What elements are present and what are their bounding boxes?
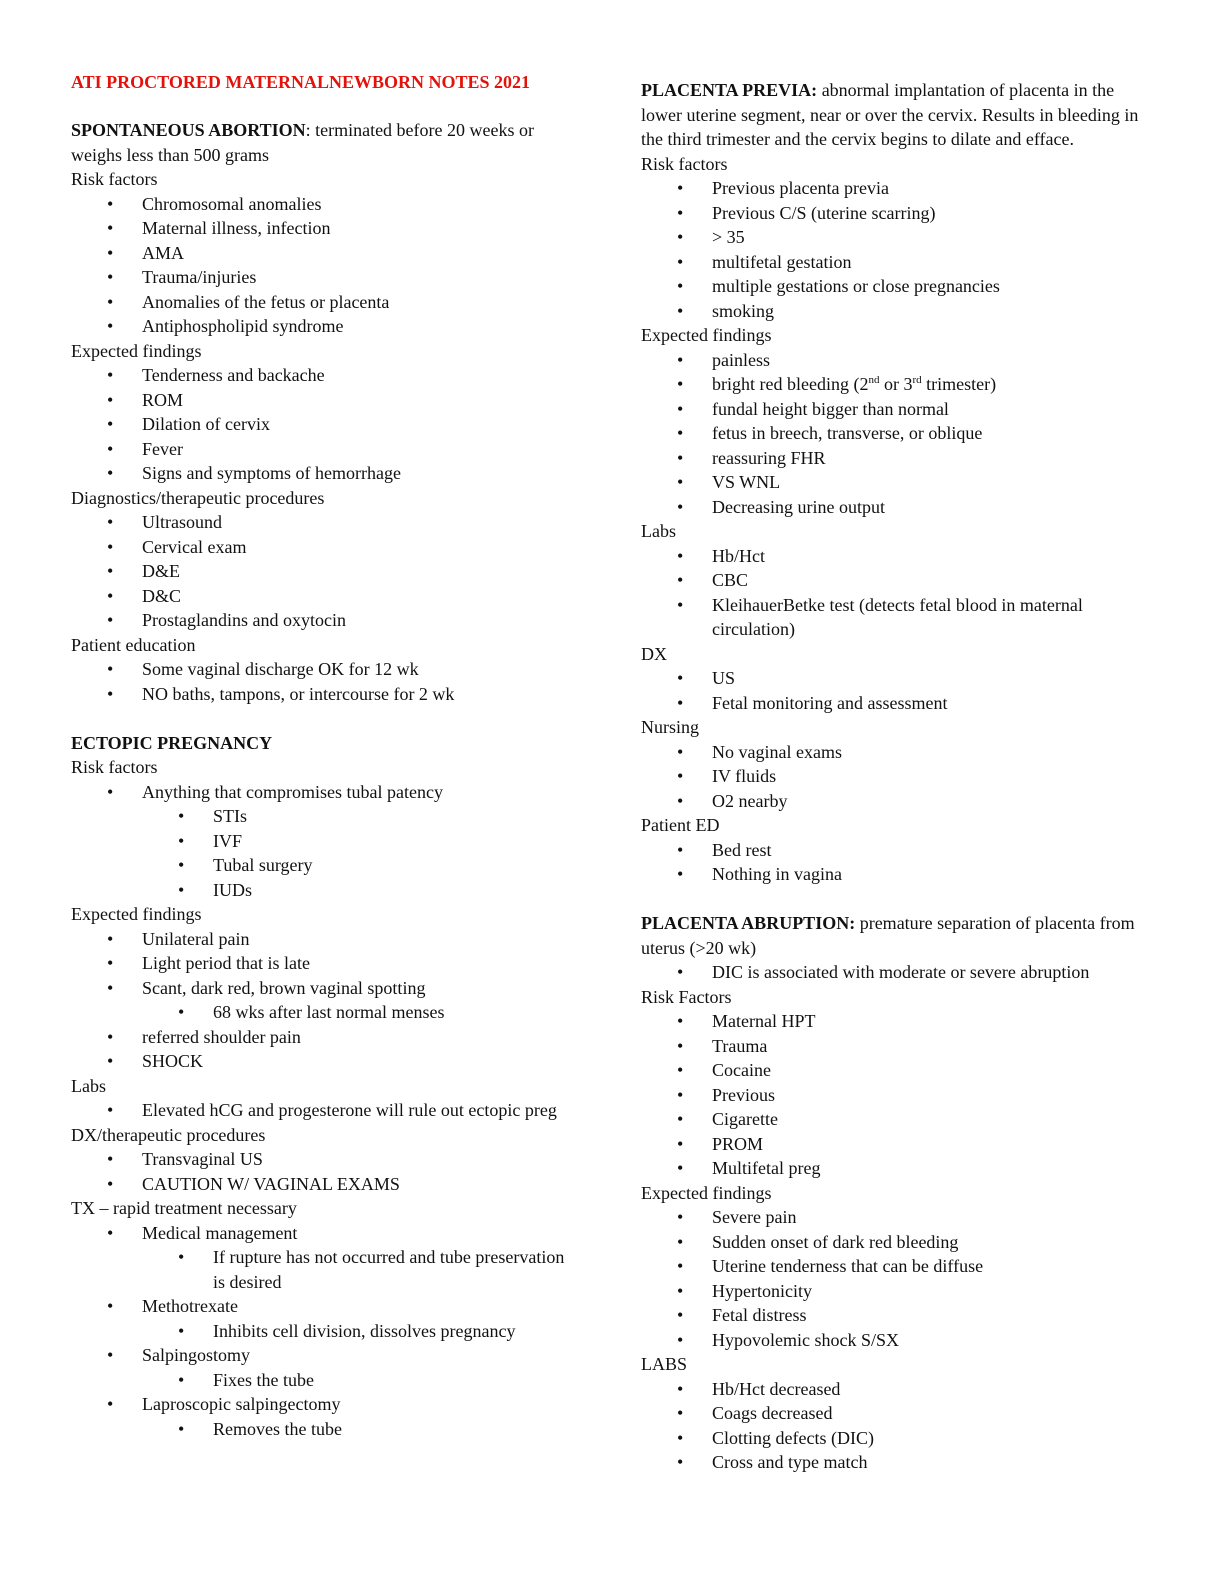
bullet-item: • Salpingostomy (71, 1343, 571, 1368)
bullet-item: • Maternal illness, infection (71, 216, 571, 241)
bullet-item: • Multifetal preg (641, 1156, 1151, 1181)
bullet-item: • Prostaglandins and oxytocin (71, 608, 571, 633)
bullet-item: • Scant, dark red, brown vaginal spotting (71, 976, 571, 1001)
section-intro (641, 911, 1151, 960)
group-label-tx-rapid-treatment-necessary: TX – rapid treatment necessary (71, 1198, 297, 1218)
bullet-item: • Signs and symptoms of hemorrhage (71, 461, 571, 486)
bullet-item: • ROM (71, 388, 571, 413)
bullet-text-part: bright red bleeding (2 (712, 374, 869, 394)
bullet-item: • Sudden onset of dark red bleeding (641, 1230, 1151, 1255)
bullet-item: • CAUTION W/ VAGINAL EXAMS (71, 1172, 571, 1197)
bullet-item: • O2 nearby (641, 789, 1151, 814)
section-heading: ECTOPIC PREGNANCY (71, 732, 273, 753)
bullet-item: • multiple gestations or close pregnancies (641, 274, 1151, 299)
group-label-expected-findings: Expected findings (641, 1182, 772, 1203)
bullet-item: • Trauma (641, 1034, 1151, 1059)
bullet-item: • Fetal monitoring and assessment (641, 691, 1151, 716)
bullet-list (641, 1009, 1151, 1181)
bullet-item: • NO baths, tampons, or intercourse for 2 wk (71, 682, 571, 707)
right-column (641, 78, 1151, 1475)
section-definition: abnormal implantation of placenta in the lower uterine segment, near or over the cervix. Results in bleeding in the third trimester and the cervix begins to dilate and efface. (641, 80, 1139, 149)
bullet-item: • Previous placenta previa (641, 176, 1151, 201)
group-label-dx-therapeutic-procedures: DX/therapeutic procedures (71, 1124, 266, 1145)
bullet-item: • Previous (641, 1083, 1151, 1108)
bullet-list (641, 960, 1151, 985)
sub-bullet-item: • Inhibits cell division, dissolves pregnancy (71, 1319, 571, 1344)
bullet-item: • painless (641, 348, 1151, 373)
bullet-item: • Light period that is late (71, 951, 571, 976)
sub-bullet-item: • If rupture has not occurred and tube preservation is desired (71, 1245, 571, 1294)
section-heading: PLACENTA ABRUPTION: (641, 913, 856, 933)
bullet-item: • Medical management (71, 1221, 571, 1246)
bullet-item: • DIC is associated with moderate or severe abruption (641, 960, 1151, 985)
bullet-item: • Decreasing urine output (641, 495, 1151, 520)
group-label-expected-findings: Expected findings (641, 325, 772, 345)
bullet-item: • fetus in breech, transverse, or oblique (641, 421, 1151, 446)
bullet-item: • fundal height bigger than normal (641, 397, 1151, 422)
group-label-risk-factors: Risk Factors (641, 986, 732, 1007)
bullet-item: • Previous C/S (uterine scarring) (641, 201, 1151, 226)
bullet-list (71, 1098, 571, 1123)
bullet-list (71, 780, 571, 903)
group-label-labs: Labs (71, 1075, 106, 1096)
sub-bullet-item: • Tubal surgery (71, 853, 571, 878)
bullet-item: • Methotrexate (71, 1294, 571, 1319)
bullet-item: • Chromosomal anomalies (71, 192, 571, 217)
bullet-text-part: or 3 (879, 374, 913, 394)
section-placenta-previa (641, 78, 1151, 887)
bullet-item: • SHOCK (71, 1049, 571, 1074)
ordinal-superscript: nd (868, 374, 880, 386)
bullet-item: • multifetal gestation (641, 250, 1151, 275)
bullet-item: • referred shoulder pain (71, 1025, 571, 1050)
group-label-expected-findings: Expected findings (71, 904, 202, 924)
bullet-item: • PROM (641, 1132, 1151, 1157)
sub-bullet-item: • IVF (71, 829, 571, 854)
section-placenta-abruption (641, 911, 1151, 1475)
group-label-labs: LABS (641, 1354, 688, 1374)
section-intro (641, 78, 1151, 152)
bullet-item: • Trauma/injuries (71, 265, 571, 290)
bullet-item: • Hypertonicity (641, 1279, 1151, 1304)
bullet-item: • Cocaine (641, 1058, 1151, 1083)
group-label-patient-education: Patient education (71, 634, 196, 655)
bullet-list (71, 1147, 571, 1196)
section-heading: SPONTANEOUS ABORTION (71, 120, 306, 140)
bullet-item: • CBC (641, 568, 1151, 593)
bullet-item: • smoking (641, 299, 1151, 324)
bullet-item: • No vaginal exams (641, 740, 1151, 765)
bullet-item: • Maternal HPT (641, 1009, 1151, 1034)
bullet-item: • Transvaginal US (71, 1147, 571, 1172)
bullet-item: • > 35 (641, 225, 1151, 250)
bullet-item: • Some vaginal discharge OK for 12 wk (71, 657, 571, 682)
bullet-list (641, 1205, 1151, 1352)
bullet-item: • Bed rest (641, 838, 1151, 863)
bullet-list (71, 1221, 571, 1442)
bullet-item: • Cervical exam (71, 535, 571, 560)
left-column (71, 70, 571, 1441)
bullet-list (641, 348, 1151, 520)
bullet-item: • Coags decreased (641, 1401, 1151, 1426)
bullet-list (71, 510, 571, 633)
bullet-item: • Hb/Hct (641, 544, 1151, 569)
bullet-item: • Severe pain (641, 1205, 1151, 1230)
bullet-item: • Nothing in vagina (641, 862, 1151, 887)
group-label-patient-ed: Patient ED (641, 815, 720, 835)
bullet-item: • reassuring FHR (641, 446, 1151, 471)
sub-bullet-item: • IUDs (71, 878, 571, 903)
section-intro (71, 731, 571, 756)
group-label-nursing: Nursing (641, 717, 699, 737)
sub-bullet-item: • Removes the tube (71, 1417, 571, 1442)
section-heading: PLACENTA PREVIA: (641, 80, 818, 100)
group-label-risk-factors: Risk factors (71, 169, 158, 189)
bullet-list (641, 176, 1151, 323)
group-label-diagnostics-therapeutic-procedures: Diagnostics/therapeutic procedures (71, 487, 325, 508)
bullet-item: • Cigarette (641, 1107, 1151, 1132)
bullet-list (71, 363, 571, 486)
ordinal-superscript: rd (912, 374, 922, 386)
bullet-item (641, 372, 1151, 397)
section-ectopic-pregnancy (71, 731, 571, 1442)
bullet-list (641, 544, 1151, 642)
group-label-labs: Labs (641, 521, 676, 541)
bullet-list (641, 740, 1151, 814)
bullet-item: • Anything that compromises tubal patency (71, 780, 571, 805)
bullet-item: • Laproscopic salpingectomy (71, 1392, 571, 1417)
bullet-item: • Antiphospholipid syndrome (71, 314, 571, 339)
section-definition: : terminated before 20 weeks or weighs less than 500 grams (71, 120, 535, 165)
bullet-item: • Hypovolemic shock S/SX (641, 1328, 1151, 1353)
bullet-item: • KleihauerBetke test (detects fetal blood in maternal circulation) (641, 593, 1151, 642)
bullet-item: • Fetal distress (641, 1303, 1151, 1328)
group-label-expected-findings: Expected findings (71, 340, 202, 361)
bullet-list (71, 657, 571, 706)
bullet-item: • Unilateral pain (71, 927, 571, 952)
bullet-list (71, 192, 571, 339)
bullet-item: • Dilation of cervix (71, 412, 571, 437)
bullet-item: • Clotting defects (DIC) (641, 1426, 1151, 1451)
bullet-list (71, 927, 571, 1074)
bullet-item: • D&C (71, 584, 571, 609)
bullet-item: • Hb/Hct decreased (641, 1377, 1151, 1402)
bullet-item: • VS WNL (641, 470, 1151, 495)
document-title: ATI PROCTORED MATERNALNEWBORN NOTES 2021 (71, 72, 531, 92)
sub-bullet-item: • STIs (71, 804, 571, 829)
group-label-dx: DX (641, 643, 667, 664)
group-label-risk-factors: Risk factors (71, 757, 158, 777)
bullet-item: • Anomalies of the fetus or placenta (71, 290, 571, 315)
sub-bullet-item: • 68 wks after last normal menses (71, 1000, 571, 1025)
sub-bullet-item: • Fixes the tube (71, 1368, 571, 1393)
bullet-item: • Tenderness and backache (71, 363, 571, 388)
bullet-list (641, 1377, 1151, 1475)
section-definition: premature separation of placenta from uterus (>20 wk) (641, 913, 1135, 958)
section-spontaneous-abortion (71, 118, 571, 706)
bullet-text-part: trimester) (921, 374, 997, 394)
bullet-item: • Uterine tenderness that can be diffuse (641, 1254, 1151, 1279)
bullet-item: • Ultrasound (71, 510, 571, 535)
bullet-item: • Fever (71, 437, 571, 462)
group-label-risk-factors: Risk factors (641, 153, 728, 174)
bullet-item: • D&E (71, 559, 571, 584)
bullet-list (641, 666, 1151, 715)
bullet-item: • Cross and type match (641, 1450, 1151, 1475)
bullet-item: • Elevated hCG and progesterone will rule out ectopic preg (71, 1098, 571, 1123)
bullet-item: • US (641, 666, 1151, 691)
bullet-list (641, 838, 1151, 887)
bullet-item: • AMA (71, 241, 571, 266)
section-intro (71, 118, 571, 167)
bullet-item: • IV fluids (641, 764, 1151, 789)
